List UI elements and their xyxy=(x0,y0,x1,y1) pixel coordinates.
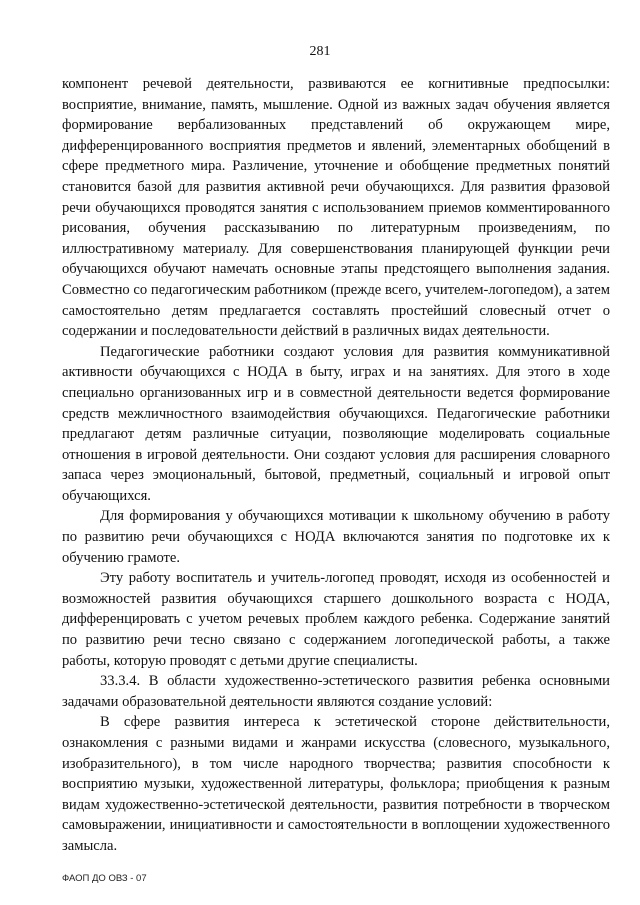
paragraph-school-motivation: Для формирования у обучающихся мотивации к школьному обучению в работу по развитию речи обучающихся с НОДА включаются занятия по подготовке их к обучению грамоте. xyxy=(62,508,610,566)
paragraph-section-33-3-4: 33.3.4. В области художественно-эстетического развития ребенка основными задачами образовательной деятельности являются создание условий: xyxy=(62,673,610,710)
document-footer: ФАОП ДО ОВЗ - 07 xyxy=(62,873,147,884)
page-number: 281 xyxy=(309,44,331,59)
body-text xyxy=(62,74,610,857)
paragraph-speech-therapist-work: Эту работу воспитатель и учитель-логопед проводят, исходя из особенностей и возможностей развития обучающихся старшего дошкольного возраста с НОДА, дифференцировать с учетом речевых проблем каждого ребенка. Содержание занятий по развитию речи тесно связано с содержанием логопедической работы, а также работы, которую проводят с детьми другие специалисты. xyxy=(62,570,610,669)
paragraph-speech-development-continued: компонент речевой деятельности, развиваются ее когнитивные предпосылки: восприятие, внимание, память, мышление. Одной из важных задач обучения является формирование вербализованных представлений об окружающем мире, дифференцированного восприятия предметов и явлений, элементарных обобщений в сфере предметного мира. Различение, уточнение и обобщение предметных понятий становится базой для развития активной речи обучающихся. Для развития фразовой речи обучающихся проводятся занятия с использованием приемов комментированного рисования, обучения рассказыванию по литературным произведениям, по иллюстративному материалу. Для совершенствования планирующей функции речи обучающихся обучают намечать основные этапы предстоящего выполнения задания. Совместно со педагогическим работником (прежде всего, учителем-логопедом), а затем самостоятельно детям предлагается составлять простейший словесный отчет о содержании и последовательности действий в различных видах деятельности. xyxy=(62,76,610,340)
paragraph-aesthetic-interest: В сфере развития интереса к эстетической стороне действительности, ознакомления с разными видами и жанрами искусства (словесного, музыкального, изобразительного), в том числе народного творчества; развития способности к восприятию музыки, художественной литературы, фольклора; приобщения к разным видам художественно-эстетической деятельности, развития потребности в творческом самовыражении, инициативности и самостоятельности в воплощении художественного замысла. xyxy=(62,714,610,854)
paragraph-communicative-activity: Педагогические работники создают условия для развития коммуникативной активности обучающихся с НОДА в быту, играх и на занятиях. Для этого в ходе специально организованных игр и в совместной деятельности ведется формирование средств межличностного взаимодействия обучающихся. Педагогические работники предлагают детям различные ситуации, позволяющие моделировать социальные отношения в игровой деятельности. Они создают условия для расширения словарного запаса через эмоциональный, бытовой, предметный, социальный и игровой опыт обучающихся. xyxy=(62,343,610,504)
